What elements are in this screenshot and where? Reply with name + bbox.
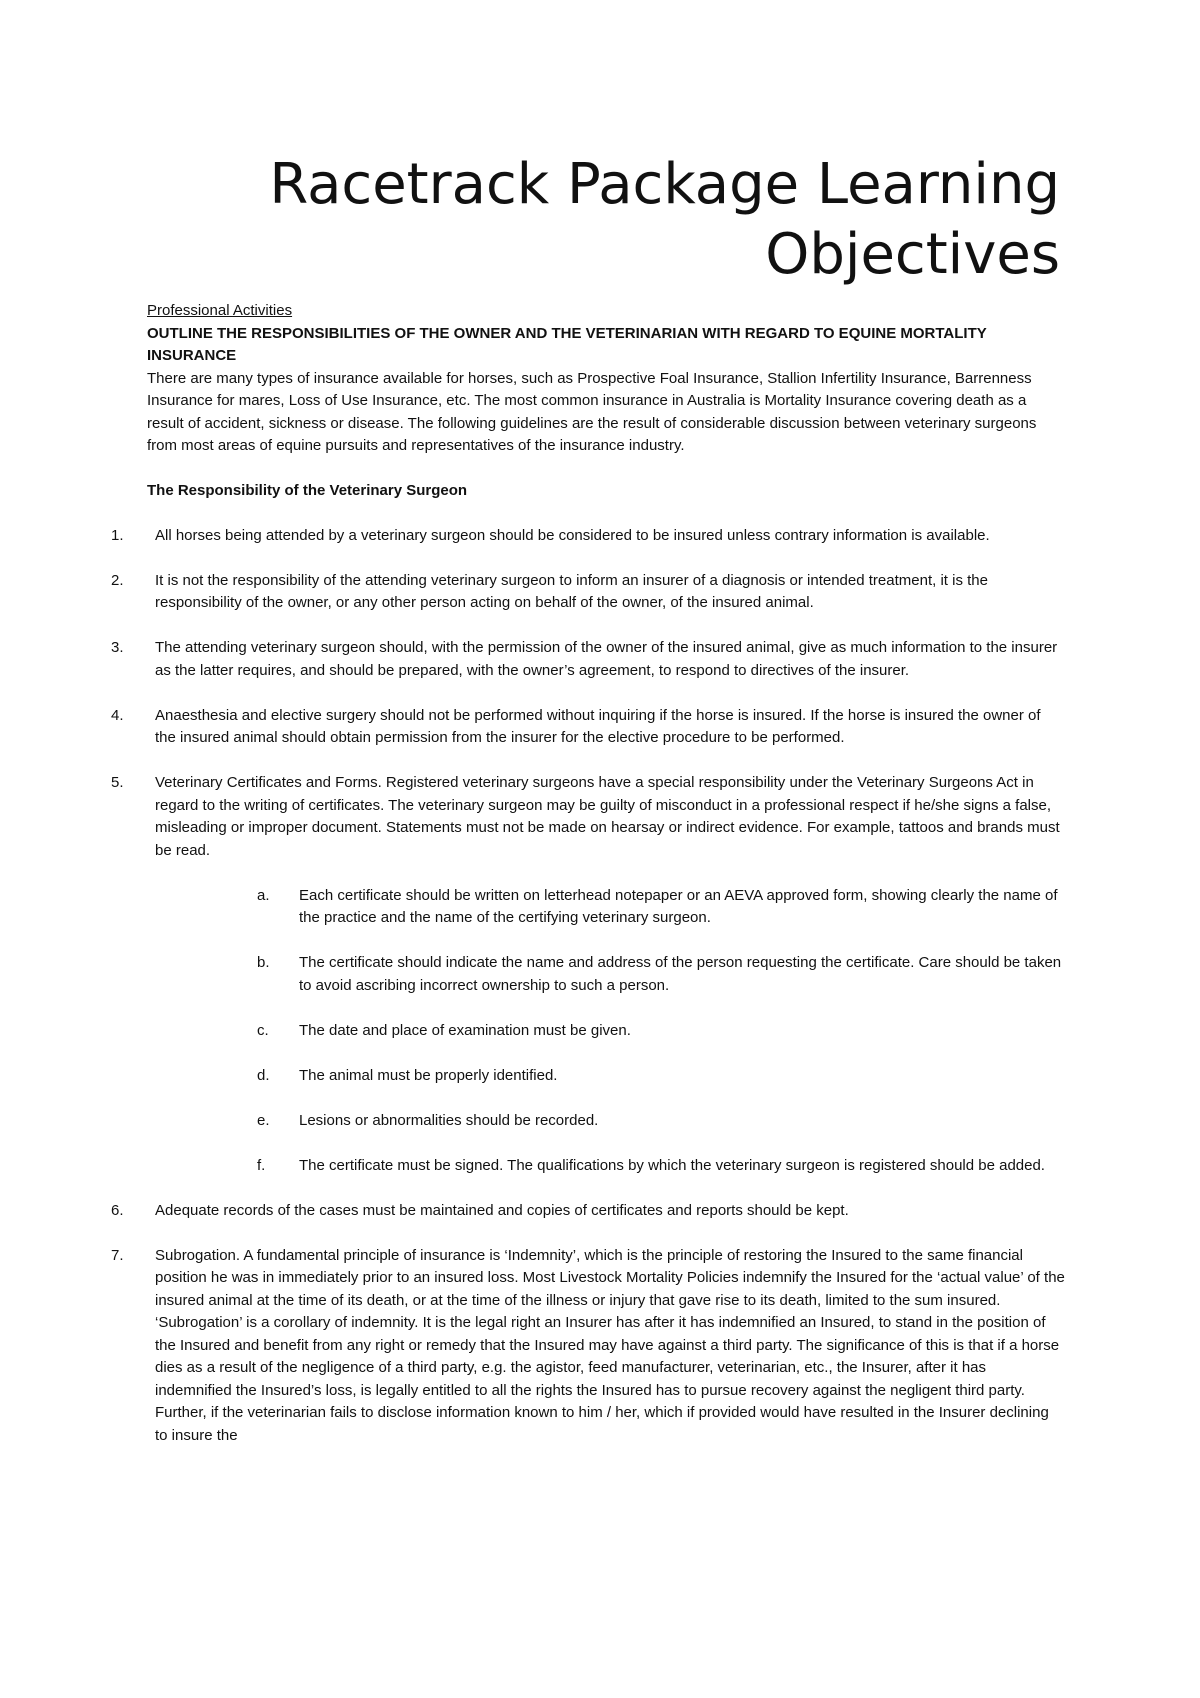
document-title: Racetrack Package Learning Objectives: [269, 152, 1060, 287]
list-item-text: Veterinary Certificates and Forms. Registered veterinary surgeons have a special responsibility under the Veterinary Surgeons Act in regard to the writing of certificates. The veterinary surgeon may be guilty of misconduct in a professional respect if he/she signs a false, misleading or improper document. Statements must not be made on hearsay or indirect evidence. For example, tattoos and brands must be read.: [155, 774, 1060, 859]
responsibility-subheading: The Responsibility of the Veterinary Surgeon: [147, 481, 468, 499]
sublist-item-text: Lesions or abnormalities should be recorded.: [299, 1111, 599, 1129]
list-item-text: Anaesthesia and elective surgery should not be performed without inquiring if the horse is insured. If the horse is insured the owner of the insured animal should obtain permission from the insurer for the elective procedure to be performed.: [155, 706, 1041, 746]
list-item-number: 7.: [111, 1246, 124, 1264]
intro-paragraph: There are many types of insurance available for horses, such as Prospective Foal Insurance, Stallion Infertility Insurance, Barrenness Insurance for mares, Loss of Use Insurance, etc. The most common insurance in Australia is Mortality Insurance covering death as a result of accident, sickness or disease. The following guidelines are the result of considerable discussion between veterinary surgeons from most areas of equine pursuits and representatives of the insurance industry.: [147, 369, 1037, 454]
list-item-text: Adequate records of the cases must be maintained and copies of certificates and reports should be kept.: [155, 1201, 849, 1219]
sublist-item-text: The animal must be properly identified.: [299, 1066, 558, 1084]
list-item-number: 2.: [111, 571, 124, 589]
section-label: Professional Activities: [147, 302, 293, 319]
sublist-item: [257, 1065, 1065, 1088]
list-item: [111, 1200, 1065, 1223]
sublist-item-letter: a.: [257, 886, 270, 904]
responsibility-list: [111, 525, 1065, 1448]
section-heading: OUTLINE THE RESPONSIBILITIES OF THE OWNER AND THE VETERINARIAN WITH REGARD TO EQUINE MORTALITY INSURANCE: [147, 324, 987, 364]
list-item: [111, 570, 1065, 615]
sublist-item-text: The certificate should indicate the name and address of the person requesting the certificate. Care should be taken to avoid ascribing incorrect ownership to such a person.: [299, 954, 1062, 994]
sublist-item-letter: e.: [257, 1111, 270, 1129]
list-item-text: All horses being attended by a veterinary surgeon should be considered to be insured unless contrary information is available.: [155, 526, 990, 544]
sublist-item: [257, 885, 1065, 930]
document-body: [111, 300, 1065, 1447]
sublist-item-letter: d.: [257, 1066, 270, 1084]
sublist-item-letter: c.: [257, 1021, 269, 1039]
sublist-item-text: Each certificate should be written on letterhead notepaper or an AEVA approved form, showing clearly the name of the practice and the name of the certifying veterinary surgeon.: [299, 886, 1058, 926]
list-item: [111, 637, 1065, 682]
sublist-item-text: The certificate must be signed. The qualifications by which the veterinary surgeon is registered should be added.: [299, 1156, 1045, 1174]
sublist-item: [257, 1110, 1065, 1133]
sublist-item: [257, 1155, 1065, 1178]
list-item-text: The attending veterinary surgeon should, with the permission of the owner of the insured animal, give as much information to the insurer as the latter requires, and should be prepared, with the owner’s agreement, to respond to directives of the insurer.: [155, 639, 1058, 679]
list-item-text: Subrogation. A fundamental principle of insurance is ‘Indemnity’, which is the principle of restoring the Insured to the same financial position he was in immediately prior to an insured loss. Most Livestock Mortality Policies indemnify the Insured for the ‘actual value’ of the insured animal at the time of its death, or at the time of the illness or injury that gave rise to its death, limited to the sum insured. ‘Subrogation’ is a corollary of indemnity. It is the legal right an Insurer has after it has indemnified an Insured, to stand in the position of the Insured and benefit from any right or remedy that the Insured may have against a third party. The significance of this is that if a horse dies as a result of the negligence of a third party, e.g. the agistor, feed manufacturer, veterinarian, etc., the Insurer, after it has indemnified the Insured’s loss, is legally entitled to all the rights the Insured has to pursue recovery against the negligent third party. Further, if the veterinarian fails to disclose information known to him / her, which if provided would have resulted in the Insurer declining to insure the: [155, 1246, 1065, 1444]
sublist-item-text: The date and place of examination must be given.: [299, 1021, 631, 1039]
sublist-item-letter: f.: [257, 1156, 266, 1174]
list-item-number: 6.: [111, 1201, 124, 1219]
list-item: [111, 705, 1065, 750]
list-item: [111, 525, 1065, 548]
list-item-number: 4.: [111, 706, 124, 724]
sublist-item: [257, 952, 1065, 997]
certificate-sublist: [147, 885, 1065, 1178]
list-item: [111, 1245, 1065, 1448]
sublist-item-letter: b.: [257, 954, 270, 971]
list-item-number: 3.: [111, 639, 124, 656]
list-item-number: 5.: [111, 774, 124, 791]
list-item: [111, 772, 1065, 1177]
sublist-item: [257, 1020, 1065, 1043]
list-item-text: It is not the responsibility of the attending veterinary surgeon to inform an insurer of a diagnosis or intended treatment, it is the responsibility of the owner, or any other person acting on behalf of the owner, of the insured animal.: [155, 571, 988, 611]
list-item-number: 1.: [111, 526, 124, 544]
